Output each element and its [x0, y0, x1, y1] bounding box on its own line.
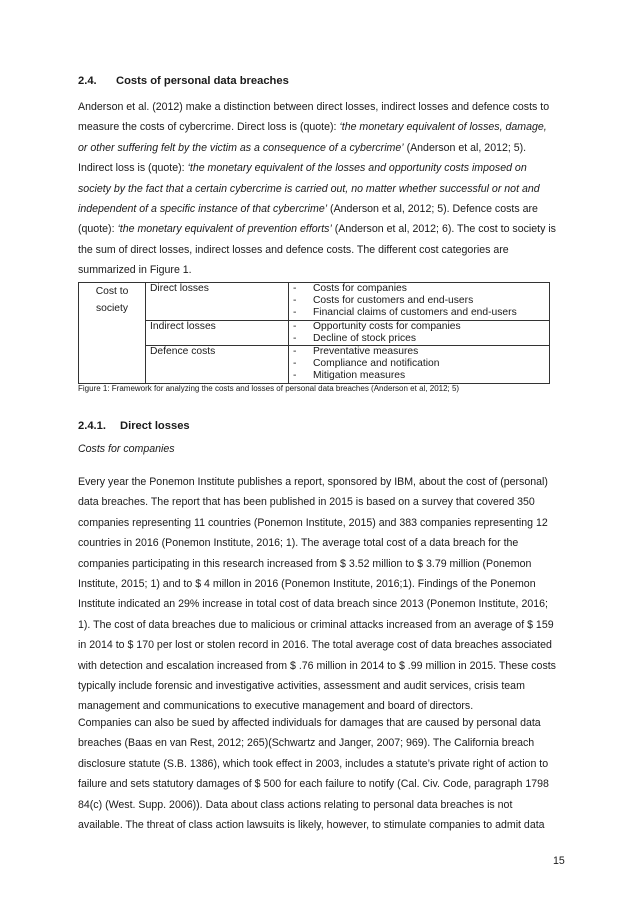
dash-bullet: - [293, 283, 297, 294]
text-line: Institute, 2015; 1) and to $ 4 millon in 2016 (Ponemon Institute, 2016;1). Findings of the Ponemon [78, 578, 536, 591]
figure-caption: Figure 1: Framework for analyzing the costs and losses of personal data breaches (Anderson et al, 2012; 5) [78, 384, 460, 393]
text-line: or other suffering felt by the victim as a consequence of a cybercrime’ (Anderson et al, 2012; 5). [78, 141, 527, 154]
list-item [293, 370, 545, 382]
text-line: summarized in Figure 1. [78, 264, 192, 277]
table-row [79, 320, 550, 345]
list-item [293, 283, 545, 295]
text-line: the sum of direct losses, indirect losses and defence costs. The different cost categories are [78, 243, 509, 256]
section-number: 2.4. [78, 75, 97, 87]
dash-bullet: - [293, 295, 297, 307]
list-item [293, 333, 545, 345]
ponemon-paragraph [78, 472, 568, 717]
list-item [293, 295, 545, 307]
item-text: Preventative measures [313, 346, 419, 358]
cost-framework-table [78, 282, 550, 384]
text-line: Indirect loss is (quote): ‘the monetary equivalent of the losses and opportunity costs imposed on [78, 162, 527, 175]
item-text: Costs for companies [313, 283, 407, 294]
list-item [293, 358, 545, 370]
text-line: society by the fact that a certain cybercrime is carried out, no matter whether successful or not and [78, 182, 540, 195]
text-line: Anderson et al. (2012) make a distinction between direct losses, indirect losses and defence costs to [78, 101, 550, 113]
item-text: Mitigation measures [313, 370, 406, 382]
text-line: independent of a specific instance of that cybercrime’ (Anderson et al, 2012; 5). Defence costs are [78, 203, 538, 216]
class-action-paragraph [78, 713, 568, 835]
dash-bullet: - [293, 358, 297, 370]
item-text: Costs for customers and end-users [313, 295, 474, 307]
text-line: data breaches. The report that has been published in 2015 is based on a survey that covered 350 [78, 496, 535, 509]
subsection-number: 2.4.1. [78, 420, 106, 432]
section-title: Costs of personal data breaches [116, 75, 289, 87]
text-line: countries in 2016 (Ponemon Institute, 2016; 1). The average total cost of a data breach for the [78, 537, 519, 550]
item-text: Compliance and notification [313, 358, 440, 370]
subsection-heading [78, 420, 190, 432]
dash-bullet: - [293, 320, 297, 332]
item-text: Financial claims of customers and end-users [313, 307, 517, 319]
text-run: measure the costs of cybercrime. Direct loss is (quote): ‘the monetary equivalent of losses, damage, [78, 121, 547, 134]
text-line: (quote): ‘the monetary equivalent of prevention efforts’ (Anderson et al, 2012; 6). The cost to society is [78, 223, 556, 236]
text-line: Institute indicated an 29% increase in total cost of data breach since 2013 (Ponemon Institute, 2016; [78, 598, 548, 611]
text-line: available. The threat of class action lawsuits is likely, however, to stimulate companies to admit data [78, 819, 545, 832]
subsection-title: Direct losses [120, 420, 190, 432]
text-line: 84(c) (West. Supp. 2006)). Data about class actions relating to personal data breaches is not [78, 798, 513, 811]
list-item [293, 307, 545, 319]
text-line: disclosure statute (S.B. 1386), which took effect in 2003, includes a statute’s private right of action to [78, 757, 549, 770]
category-defence-costs: Defence costs [146, 346, 289, 384]
text-line: failure and sets statutory damages of $ 500 for each failure to notify (Cal. Civ. Code, paragraph 1798 [78, 778, 549, 791]
item-text: Decline of stock prices [313, 332, 417, 344]
text-line: breaches (Baas en van Rest, 2012; 265)(Schwartz and Janger, 2007; 969). The California breach [78, 737, 535, 750]
text-line: companies participating in this research increased from $ 3.52 million to $ 3.79 million (Ponemon [78, 557, 532, 570]
row-header-cost-to-society: Cost to society [79, 283, 146, 384]
list-item [293, 346, 545, 358]
list-item [293, 321, 545, 333]
text-line: management and communications to executive management and board of directors. [78, 700, 474, 713]
items-defence-costs [289, 346, 550, 384]
text-line: Companies can also be sued by affected individuals for damages that are caused by personal data [78, 717, 541, 729]
text-line: typically include forensic and investigative activities, assessment and audit services, crisis team [78, 680, 525, 693]
category-direct-losses: Direct losses [146, 283, 289, 321]
dash-bullet: - [293, 370, 297, 382]
text-line: in 2014 to $ 170 per lost or stolen record in 2016. The total average cost of data breaches associated [78, 639, 552, 652]
text-line: 1). The cost of data breaches due to malicious or criminal attacks increased from an average of $ 159 [78, 618, 554, 631]
category-indirect-losses: Indirect losses [146, 320, 289, 345]
table-row [79, 346, 550, 384]
item-text: Opportunity costs for companies [313, 320, 461, 332]
dash-bullet: - [293, 307, 297, 319]
table-row [79, 283, 550, 321]
intro-paragraph [78, 97, 568, 281]
page-number: 15 [553, 855, 565, 867]
subheading-costs-for-companies: Costs for companies [78, 443, 175, 455]
dash-bullet: - [293, 346, 297, 358]
text-line: Every year the Ponemon Institute publishes a report, sponsored by IBM, about the cost of (personal) [78, 476, 548, 488]
items-indirect-losses [289, 320, 550, 345]
section-heading [78, 75, 289, 87]
text-line: with detection and escalation increased from $ .76 million in 2014 to $ .99 million in 2015. These costs [78, 659, 556, 672]
items-direct-losses [289, 283, 550, 321]
text-line: companies representing 11 countries (Ponemon Institute, 2015) and 383 companies representing 12 [78, 516, 548, 529]
text-line [78, 117, 568, 137]
dash-bullet: - [293, 332, 297, 344]
